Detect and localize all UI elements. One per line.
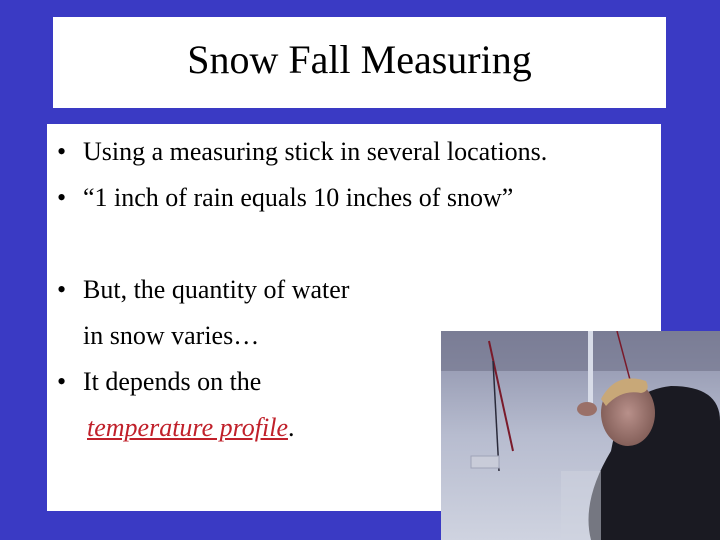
bullet-marker: • [57,275,67,304]
bullet-marker: • [57,367,67,396]
bullet-text: “1 inch of rain equals 10 inches of snow” [83,183,514,212]
bullet-text: But, the quantity of water [83,275,350,304]
bullet-item-4 [57,367,261,397]
slide-title: Snow Fall Measuring [187,37,532,82]
bullet-item-4-continuation [87,413,294,443]
bullet-item-3 [57,275,349,305]
bullet-text: Using a measuring stick in several locations. [83,137,548,166]
bullet-item-3-continuation: in snow varies… [83,321,260,350]
bullet-text: It depends on the [83,367,262,396]
snow-measuring-photo [441,331,720,540]
bullet-marker: • [57,183,67,212]
trailing-period: . [287,413,295,442]
temperature-profile-link[interactable]: temperature profile [87,413,288,442]
bullet-marker: • [57,137,67,166]
bullet-item-1 [57,137,547,167]
bullet-item-2 [57,183,513,213]
title-box [53,17,666,108]
